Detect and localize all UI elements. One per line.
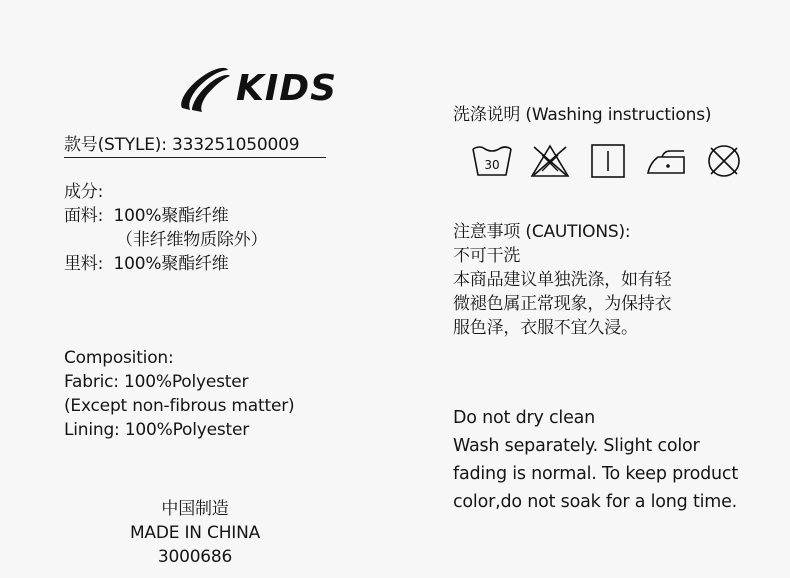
composition-cn-line: 面料: 100%聚酯纤维 <box>64 206 229 226</box>
made-in-en: MADE IN CHINA <box>129 523 261 543</box>
brand-logo <box>176 60 337 116</box>
style-number <box>64 133 299 157</box>
care-en-line: color,do not soak for a long time. <box>453 492 738 512</box>
cautions-cn <box>453 220 671 340</box>
wash-temp: 30 <box>484 158 500 172</box>
made-in-cn: 中国制造 <box>161 499 229 519</box>
cautions-title: 注意事项 (CAUTIONS): <box>453 222 631 242</box>
iron-low-icon <box>644 143 688 179</box>
care-en-line: fading is normal. To keep product <box>453 464 739 484</box>
no-tumble-dry-icon <box>702 143 746 179</box>
care-en-line: Do not dry clean <box>453 408 596 428</box>
composition-cn-line: 成分: <box>64 182 104 202</box>
cautions-line: 微褪色属正常现象，为保持衣 <box>453 294 672 314</box>
cautions-line: 不可干洗 <box>453 246 521 266</box>
wash-30-icon <box>470 143 514 179</box>
composition-en-line: Fabric: 100%Polyester <box>64 372 249 392</box>
composition-cn <box>64 180 267 276</box>
composition-en-line: Lining: 100%Polyester <box>64 420 250 440</box>
composition-cn-line: （非纤维物质除外） <box>64 230 268 250</box>
composition-en-line: Composition: <box>64 348 174 368</box>
cautions-line: 本商品建议单独洗涤，如有轻 <box>453 270 672 290</box>
brand-wordmark: KIDS <box>236 67 338 109</box>
composition-en-line: (Except non-fibrous matter) <box>64 396 295 416</box>
composition-cn-line: 里料: 100%聚酯纤维 <box>64 254 229 274</box>
line-dry-icon <box>586 143 630 179</box>
brand-stripes-icon <box>176 60 232 116</box>
label-code: 3000686 <box>157 547 233 567</box>
composition-en <box>64 346 294 442</box>
care-symbols <box>470 143 746 179</box>
care-en <box>453 404 738 516</box>
style-label: 款号(STYLE): <box>64 135 172 155</box>
care-en-line: Wash separately. Slight color <box>453 436 700 456</box>
cautions-line: 服色泽，衣服不宜久浸。 <box>453 318 638 338</box>
made-in-block <box>120 497 270 569</box>
no-bleach-icon <box>528 143 572 179</box>
washing-title: 洗涤说明 (Washing instructions) <box>453 105 712 125</box>
style-value: 333251050009 <box>171 135 300 155</box>
divider <box>64 157 326 158</box>
